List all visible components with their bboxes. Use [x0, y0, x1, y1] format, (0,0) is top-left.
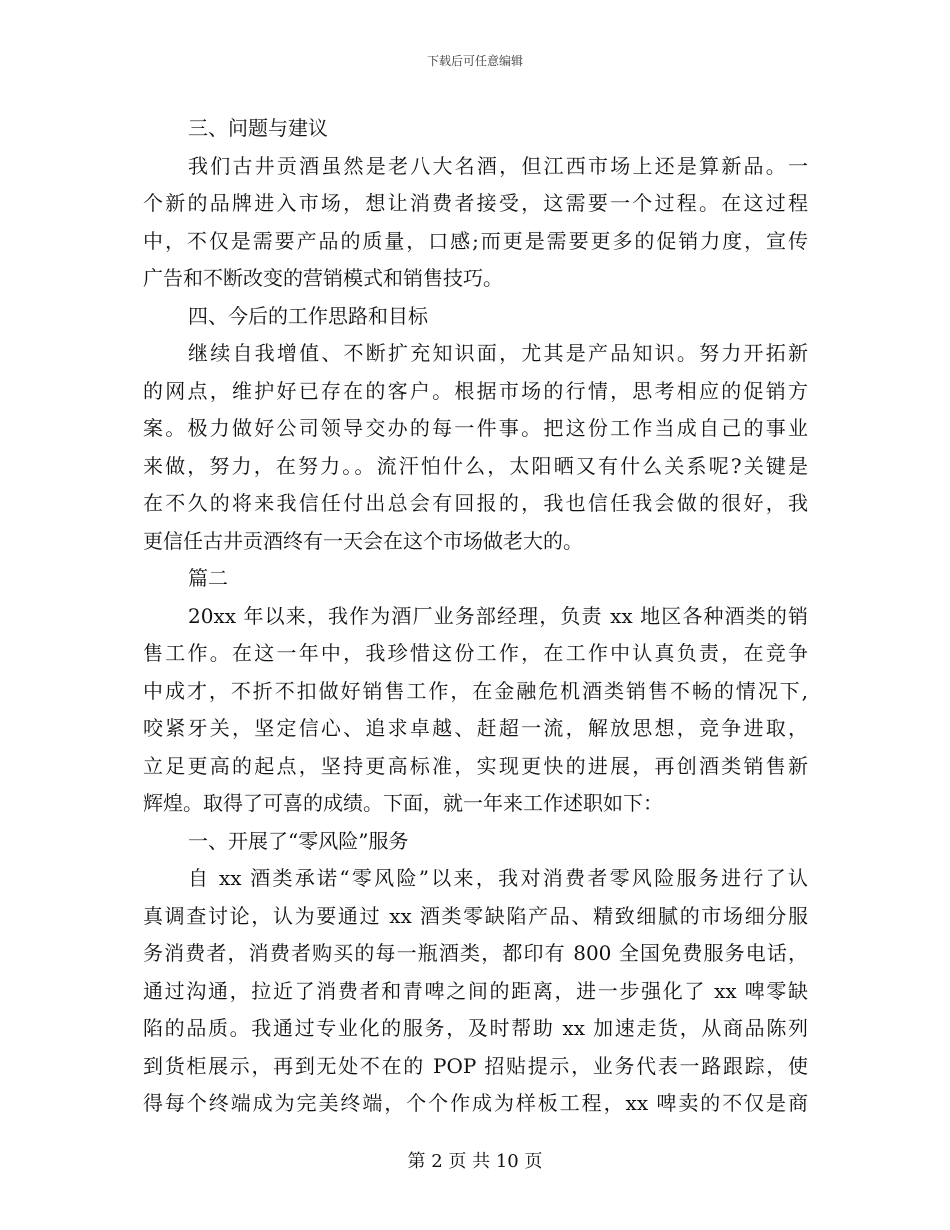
section-heading: 四、今后的工作思路和目标: [188, 303, 428, 328]
paragraph-line: 真调查讨论，认为要通过 xx 酒类零缺陷产品、精致细腻的市场细分服: [143, 903, 808, 928]
paragraph-line: 的网点，维护好已存在的客户。根据市场的行情，思考相应的促销方: [143, 378, 808, 403]
paragraph-line: 来做，努力，在努力。。流汗怕什么，太阳晒又有什么关系呢?关键是: [143, 453, 808, 478]
document-body: [143, 110, 808, 1123]
page-number-footer: 第 2 页 共 10 页: [407, 1151, 543, 1172]
section-heading: 三、问题与建议: [188, 116, 328, 140]
paragraph-line: 立足更高的起点，坚持更高标准，实现更快的进展，再创酒类销售新: [143, 753, 808, 778]
paragraph-line: 继续自我增值、不断扩充知识面，尤其是产品知识。努力开拓新: [188, 341, 808, 365]
paragraph-line: 中，不仅是需要产品的质量，口感;而更是需要更多的促销力度，宣传: [143, 228, 808, 253]
paragraph-line: 陷的品质。我通过专业化的服务，及时帮助 xx 加速走货，从商品陈列: [143, 1016, 808, 1040]
paragraph-line: 务消费者，消费者购买的每一瓶酒类，都印有 800 全国免费服务电话，: [143, 941, 808, 965]
section-heading: 一、开展了“零风险”服务: [188, 828, 409, 853]
paragraph-line: 中成才，不折不扣做好销售工作，在金融危机酒类销售不畅的情况下,: [143, 678, 808, 703]
page-header: 下载后可任意编辑: [426, 54, 523, 68]
paragraph-line: 在不久的将来我信任付出总会有回报的，我也信任我会做的很好，我: [143, 491, 808, 515]
section-heading: 篇二: [188, 566, 228, 590]
paragraph-line: 通过沟通，拉近了消费者和青啤之间的距离，进一步强化了 xx 啤零缺: [143, 978, 808, 1003]
paragraph-line: 更信任古井贡酒终有一天会在这个市场做老大的。: [143, 528, 583, 553]
paragraph-line: 到货柜展示，再到无处不在的 POP 招贴提示，业务代表一路跟踪，使: [143, 1053, 808, 1078]
paragraph-line: 我们古井贡酒虽然是老八大名酒，但江西市场上还是算新品。一: [188, 153, 808, 178]
paragraph-line: 20xx 年以来，我作为酒厂业务部经理，负责 xx 地区各种酒类的销: [188, 603, 808, 628]
paragraph-line: 售工作。在这一年中，我珍惜这份工作，在工作中认真负责，在竞争: [143, 641, 808, 665]
paragraph-line: 个新的品牌进入市场，想让消费者接受，这需要一个过程。在这过程: [143, 191, 808, 215]
paragraph-line: 得每个终端成为完美终端，个个作成为样板工程，xx 啤卖的不仅是商: [143, 1091, 808, 1115]
paragraph-line: 广告和不断改变的营销模式和销售技巧。: [143, 266, 503, 290]
paragraph-line: 辉煌。取得了可喜的成绩。下面，就一年来工作述职如下：: [143, 791, 663, 815]
paragraph-line: 自 xx 酒类承诺“零风险”以来，我对消费者零风险服务进行了认: [188, 866, 808, 890]
paragraph-line: 咬紧牙关，坚定信心、追求卓越、赶超一流，解放思想，竞争进取，: [143, 716, 808, 740]
paragraph-line: 案。极力做好公司领导交办的每一件事。把这份工作当成自己的事业: [143, 416, 808, 440]
